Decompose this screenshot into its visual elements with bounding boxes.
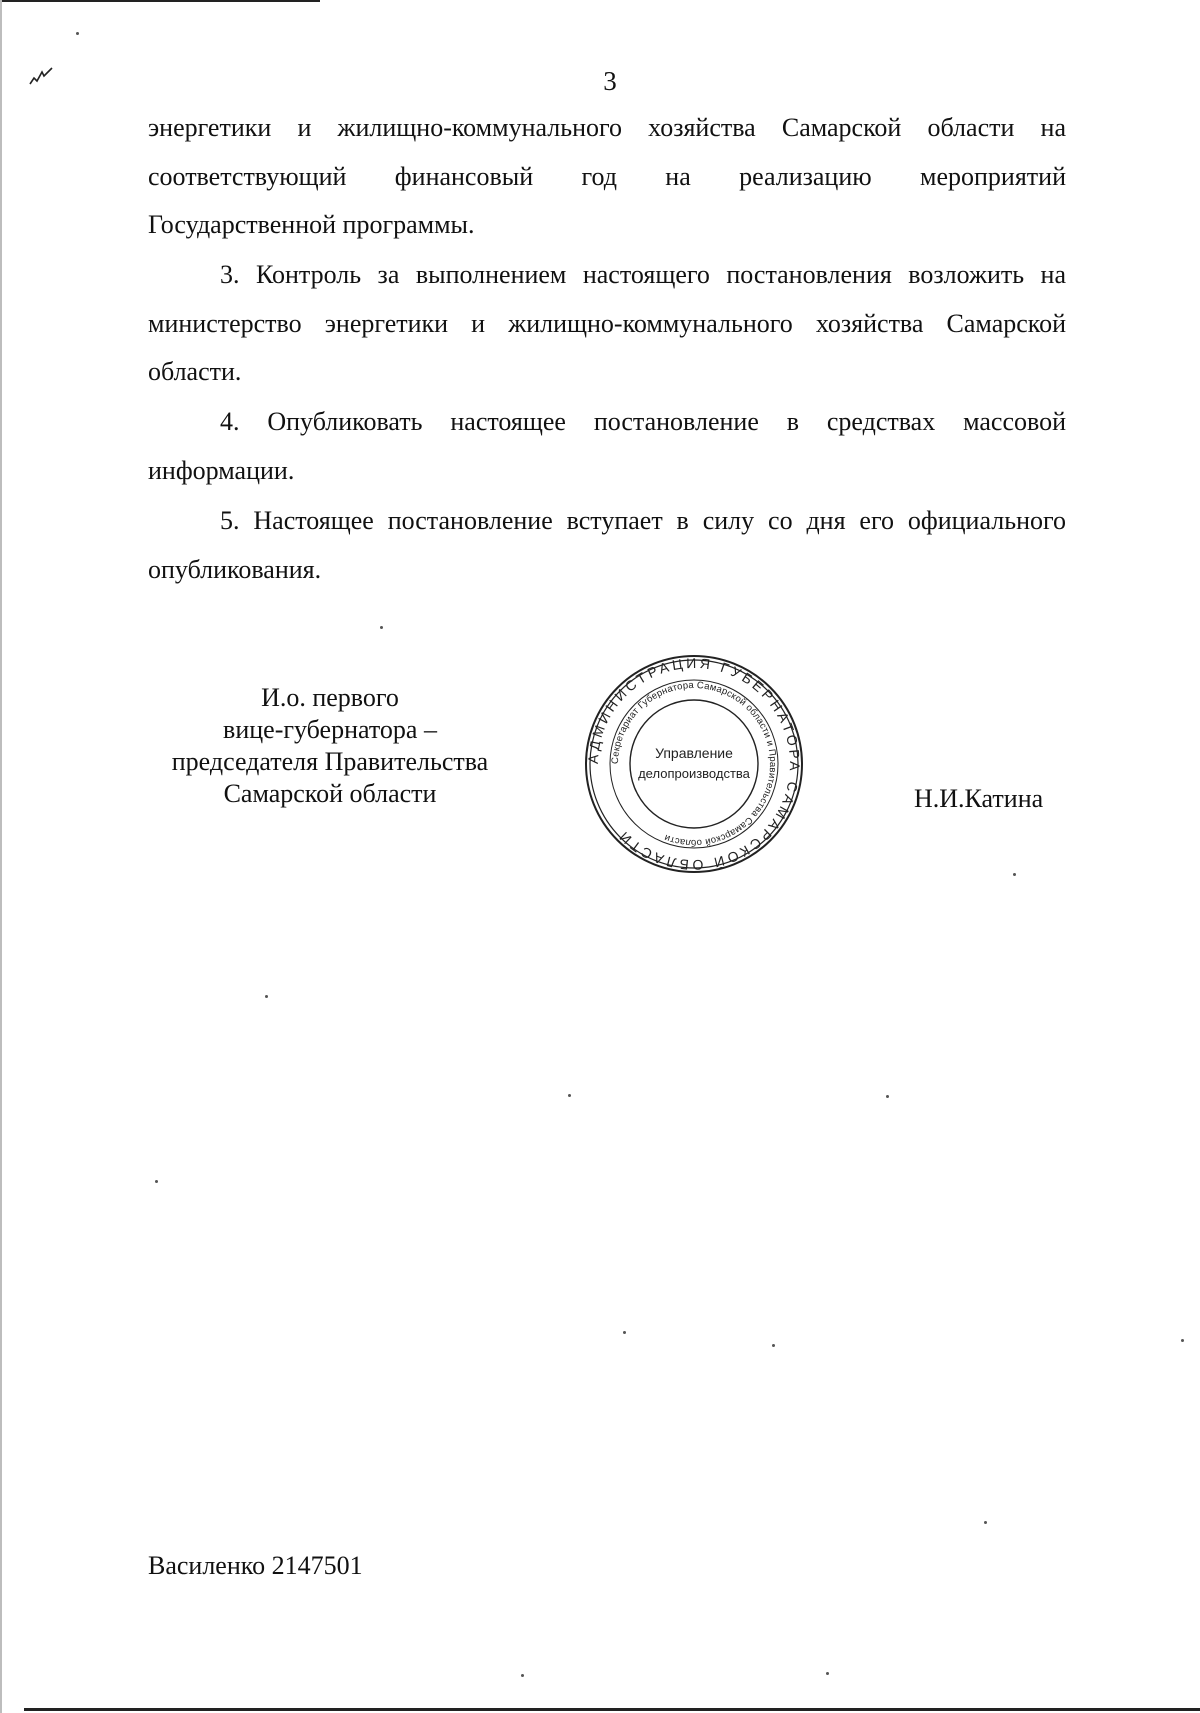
stamp-center-line: делопроизводства (638, 766, 750, 781)
paragraph-4 (148, 398, 1066, 495)
text-line: 3. Контроль за выполнением настоящего постановления возложить на (220, 260, 1066, 289)
scan-speck (521, 1674, 524, 1677)
text-line: министерство энергетики и жилищно-коммунального хозяйства Самарской (148, 308, 1066, 338)
scan-edge-bottom (24, 1708, 1200, 1711)
stamp-center-line: Управление (655, 745, 733, 761)
signatory-title-line: И.о. первого (261, 683, 399, 712)
paragraph-5 (148, 497, 1066, 594)
scan-edge-top (0, 0, 320, 2)
signatory-title-line: председателя Правительства (171, 747, 489, 776)
scan-speck (568, 1094, 571, 1097)
text-line: соответствующий финансовый год на реализацию мероприятий (148, 161, 1066, 191)
scan-speck (265, 995, 268, 998)
scan-speck (380, 626, 383, 629)
scan-speck (76, 32, 79, 35)
stamp-inner-text: Секретариат Губернатора Самарской области и Правительства Самарской области (609, 679, 779, 849)
scan-speck (1013, 873, 1016, 876)
paragraph-continuation (148, 104, 1066, 250)
paragraph-3 (148, 251, 1066, 397)
text-line: области. (148, 357, 242, 386)
stamp-outer-text: АДМИНИСТРАЦИЯ ГУБЕРНАТОРА САМАРСКОЙ ОБЛАСТИ (584, 654, 804, 874)
signatory-title-line: вице-губернатора – (223, 715, 437, 744)
scan-speck (886, 1095, 889, 1098)
scan-speck (1181, 1339, 1184, 1342)
scan-edge-left (0, 0, 2, 1713)
signatory-title (150, 682, 510, 810)
scan-speck (826, 1672, 829, 1675)
official-stamp (580, 650, 808, 878)
text-line: Государственной программы. (148, 210, 475, 239)
scan-speck (984, 1521, 987, 1524)
text-line: энергетики и жилищно-коммунального хозяйства Самарской области на (148, 113, 1066, 142)
signatory-name: Н.И.Катина (914, 784, 1044, 813)
contact-line: Василенко 2147501 (148, 1551, 363, 1580)
scan-speck (772, 1344, 775, 1347)
text-line: опубликования. (148, 554, 322, 584)
signatory-title-line: Самарской области (223, 779, 437, 808)
scan-speck (155, 1180, 158, 1183)
page-number: 3 (603, 66, 617, 96)
scan-speck (623, 1331, 626, 1334)
text-line: 4. Опубликовать настоящее постановление в средствах массовой (220, 407, 1066, 436)
text-line: 5. Настоящее постановление вступает в силу со дня его официального (220, 506, 1066, 535)
text-line: информации. (148, 455, 295, 485)
margin-mark-icon (28, 66, 56, 88)
